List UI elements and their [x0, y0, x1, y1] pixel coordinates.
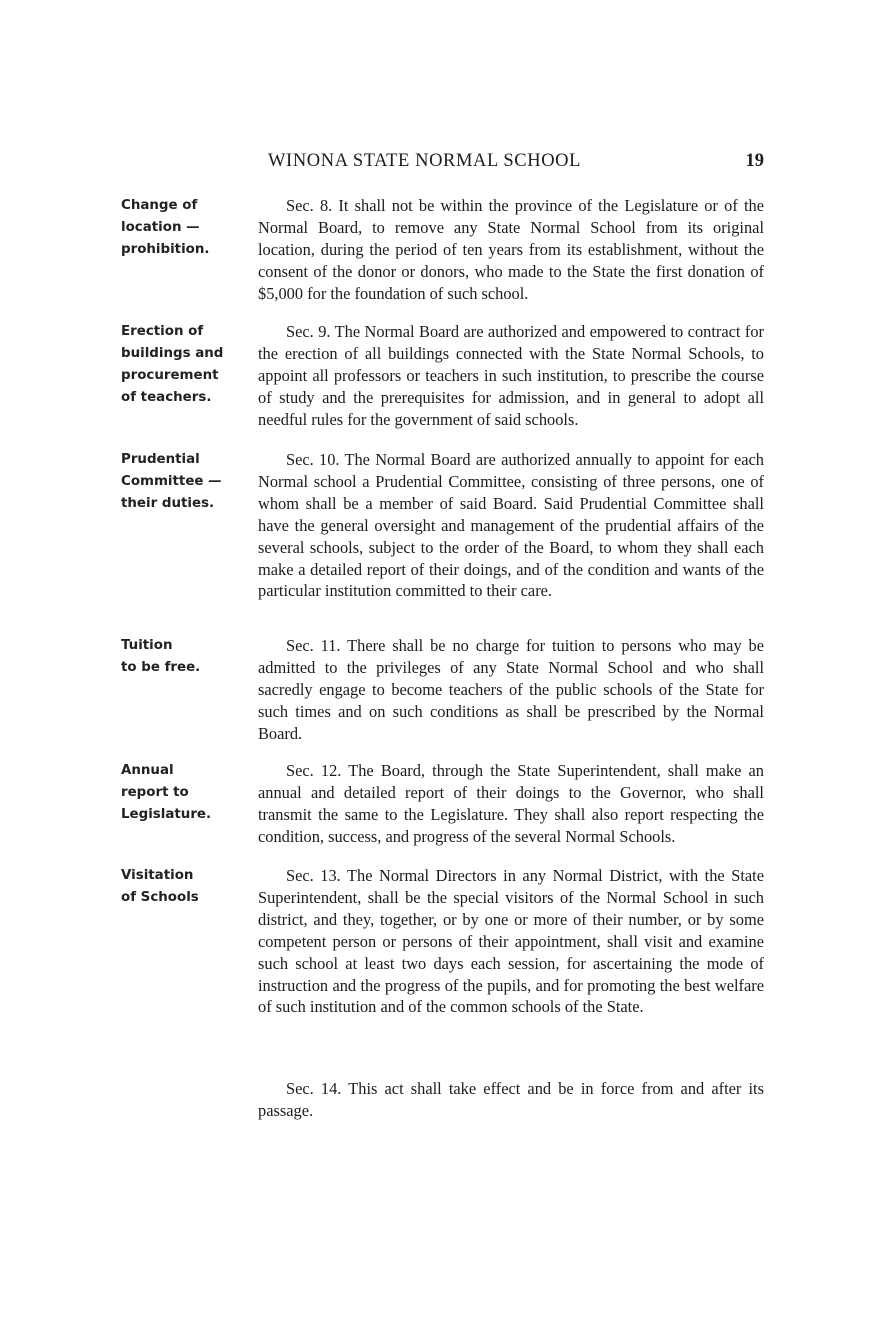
section-10: Sec. 10. The Normal Board are authorized annually to appoint for each Normal school a Prudential Committee, consisting of three persons, one of whom shall be a member of said Board. Said Prudential Committee shall have the general oversight and management of the prudential affairs of the several schools, subject to the order of the Board, to whom they shall each make a detailed report of their doings, and of the condition and wants of the particular institution committed to their care.	[258, 450, 764, 601]
section-9: Sec. 9. The Normal Board are authorized and empowered to contract for the erection of all buildings connected with the State Normal Schools, to appoint all professors or teachers in such institution, to prescribe the course of study and the prerequisites for admission, and in general to adopt all needful rules for the government of said schools.	[258, 322, 764, 429]
section-14: Sec. 14. This act shall take effect and be in force from and after its passage.	[258, 1079, 764, 1120]
sidenote-annual-report: Annual report to Legislature.	[121, 763, 212, 822]
section-13: Sec. 13. The Normal Directors in any Normal District, with the State Superintendent, shall be the special visitors of the Normal School in such district, and they, together, or by one or more of their number, or by some competent person or persons of their appointment, shall visit and examine such school at least two days each session, for ascertaining the mode of instruction and the progress of the pupils, and for promoting the best welfare of such institution and of the common schools of the State.	[258, 866, 764, 1017]
sidenote-prudential-committee: Prudential Committee — their duties.	[121, 452, 222, 511]
sidenote-visitation-of-schools: Visitation of Schools	[121, 868, 199, 905]
sidenote-erection-of-buildings: Erection of buildings and procurement of teachers.	[121, 324, 224, 405]
section-12: Sec. 12. The Board, through the State Superintendent, shall make an annual and detailed report of their doings to the Governor, who shall transmit the same to the Legislature. They shall also report respecting the condition, success, and progress of the several Normal Schools.	[258, 761, 764, 846]
page-number: 19	[745, 151, 764, 171]
page-header	[258, 151, 764, 175]
section-11: Sec. 11. There shall be no charge for tuition to persons who may be admitted to the privileges of any State Normal School and who shall sacredly engage to become teachers of the public schools of the State for such times and on such conditions as shall be prescribed by the Normal Board.	[258, 636, 764, 743]
section-8: Sec. 8. It shall not be within the province of the Legislature or of the Normal Board, to remove any State Normal School from its original location, during the period of ten years from its establishment, without the consent of the donor or donors, who made to the State the first donation of $5,000 for the foundation of such school.	[258, 196, 764, 303]
sidenote-change-of-location: Change of location — prohibition.	[121, 198, 210, 257]
sidenote-tuition-free: Tuition to be free.	[121, 638, 201, 675]
running-title: WINONA STATE NORMAL SCHOOL	[268, 151, 582, 171]
